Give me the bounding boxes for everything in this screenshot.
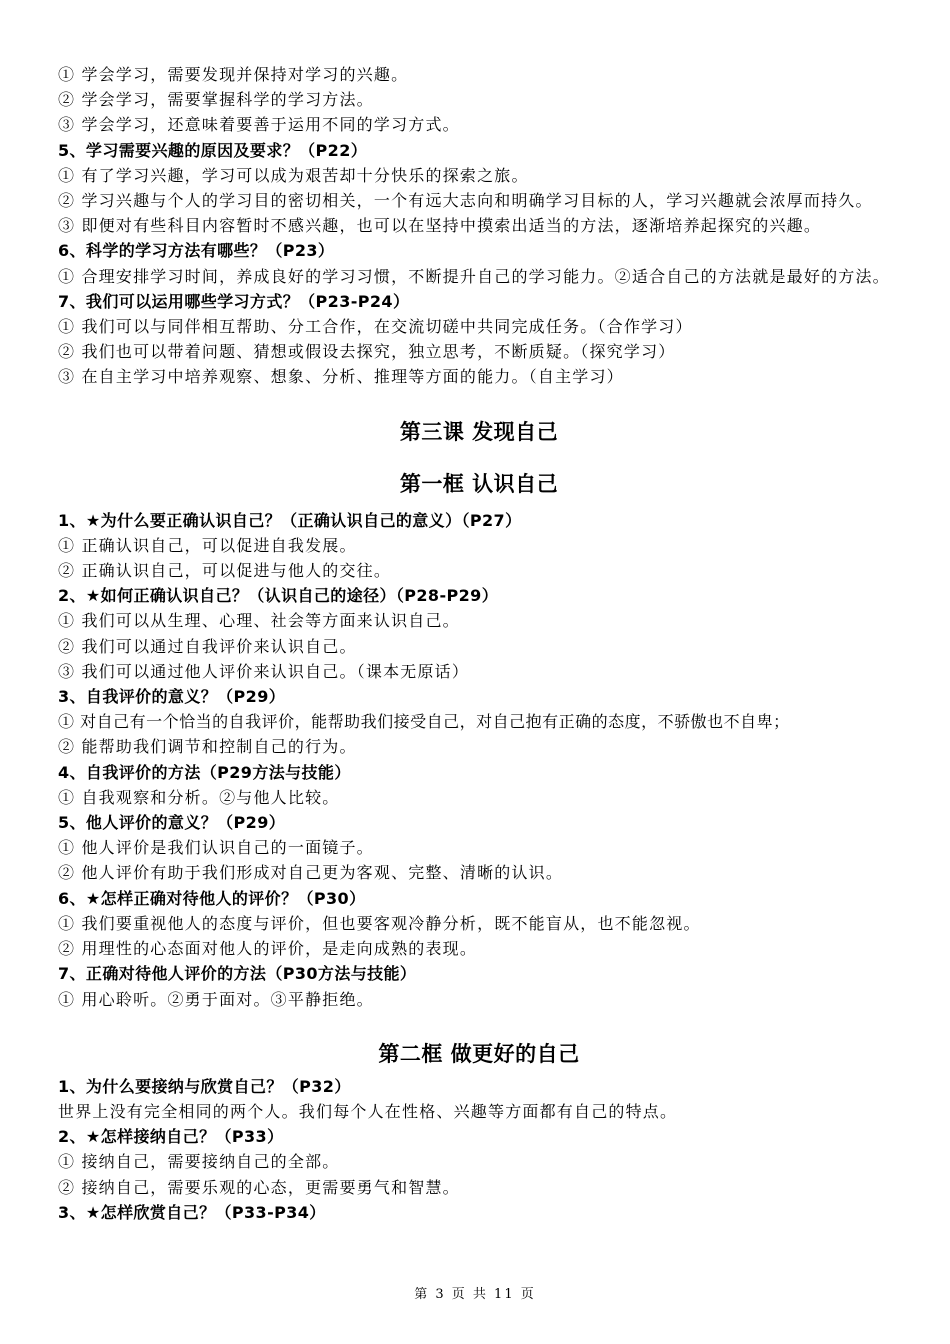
text-line: ① 他人评价是我们认识自己的一面镜子。	[58, 838, 374, 858]
question-heading: 5、他人评价的意义？（P29）	[58, 813, 286, 833]
text-line: ② 用理性的心态面对他人的评价，是走向成熟的表现。	[58, 939, 478, 959]
question-heading: 7、我们可以运用哪些学习方式？（P23-P24）	[58, 291, 410, 311]
text-line: ③ 我们可以通过他人评价来认识自己。（课本无原话）	[58, 661, 470, 681]
question-heading: 3、自我评价的意义？（P29）	[58, 687, 286, 707]
frame-title: 第一框 认识自己	[399, 471, 559, 496]
question-heading: 1、★为什么要正确认识自己？（正确认识自己的意义）（P27）	[58, 510, 522, 530]
question-heading: 7、正确对待他人评价的方法（P30方法与技能）	[58, 964, 417, 984]
text-line: ① 接纳自己，需要接纳自己的全部。	[58, 1152, 340, 1172]
question-heading: 1、为什么要接纳与欣赏自己？（P32）	[58, 1076, 351, 1096]
text-line: ② 接纳自己，需要乐观的心态，更需要勇气和智慧。	[58, 1177, 460, 1197]
text-line: ① 用心聆听。②勇于面对。③平静拒绝。	[58, 989, 374, 1009]
text-line: ① 对自己有一个恰当的自我评价，能帮助我们接受自己，对自己抱有正确的态度，不骄傲也不自卑；	[58, 712, 790, 732]
question-heading: 6、科学的学习方法有哪些？（P23）	[58, 241, 335, 261]
text-line: ① 我们要重视他人的态度与评价，但也要客观冷静分析，既不能盲从，也不能忽视。	[58, 913, 701, 933]
text-line: ① 我们可以与同伴相互帮助、分工合作，在交流切磋中共同完成任务。（合作学习）	[58, 317, 693, 337]
text-line: ③ 即便对有些科目内容暂时不感兴趣，也可以在坚持中摸索出适当的方法，逐渐培养起探究的兴趣。	[58, 216, 822, 236]
text-line: ① 我们可以从生理、心理、社会等方面来认识自己。	[58, 611, 460, 631]
text-line: ② 能帮助我们调节和控制自己的行为。	[58, 737, 357, 757]
lesson-title: 第三课 发现自己	[399, 419, 559, 444]
question-heading: 2、★怎样接纳自己？（P33）	[58, 1127, 284, 1147]
text-line: ② 学习兴趣与个人的学习目的密切相关，一个有远大志向和明确学习目标的人，学习兴趣就会浓厚而持久。	[58, 191, 873, 211]
question-heading: 5、学习需要兴趣的原因及要求？（P22）	[58, 140, 368, 160]
text-line: ② 我们可以通过自我评价来认识自己。	[58, 636, 357, 656]
question-heading: 2、★如何正确认识自己？（认识自己的途径）（P28-P29）	[58, 586, 499, 606]
document-page	[58, 62, 900, 1225]
question-heading: 3、★怎样欣赏自己？（P33-P34）	[58, 1202, 326, 1222]
frame-title: 第二框 做更好的自己	[378, 1041, 580, 1066]
text-line: ② 正确认识自己，可以促进与他人的交往。	[58, 561, 392, 581]
text-line: ① 有了学习兴趣，学习可以成为艰苦却十分快乐的探索之旅。	[58, 165, 529, 185]
text-line: ① 学会学习，需要发现并保持对学习的兴趣。	[58, 65, 409, 84]
text-line: ② 他人评价有助于我们形成对自己更为客观、完整、清晰的认识。	[58, 863, 564, 883]
text-line: ③ 学会学习，还意味着要善于运用不同的学习方式。	[58, 115, 460, 135]
text-line: ① 正确认识自己，可以促进自我发展。	[58, 535, 357, 555]
text-line: 世界上没有完全相同的两个人。我们每个人在性格、兴趣等方面都有自己的特点。	[58, 1101, 678, 1121]
text-line: ③ 在自主学习中培养观察、想象、分析、推理等方面的能力。（自主学习）	[58, 367, 624, 387]
text-line: ① 合理安排学习时间，养成良好的学习习惯，不断提升自己的学习能力。②适合自己的方法就是最好的方法。	[58, 266, 890, 286]
page-footer: 第 3 页 共 11 页	[414, 1287, 536, 1302]
text-line: ② 学会学习，需要掌握科学的学习方法。	[58, 90, 374, 110]
question-heading: 6、★怎样正确对待他人的评价？（P30）	[58, 888, 366, 908]
question-heading: 4、自我评价的方法（P29方法与技能）	[58, 762, 351, 782]
text-line: ② 我们也可以带着问题、猜想或假设去探究，独立思考，不断质疑。（探究学习）	[58, 342, 676, 362]
text-line: ① 自我观察和分析。②与他人比较。	[58, 787, 340, 807]
